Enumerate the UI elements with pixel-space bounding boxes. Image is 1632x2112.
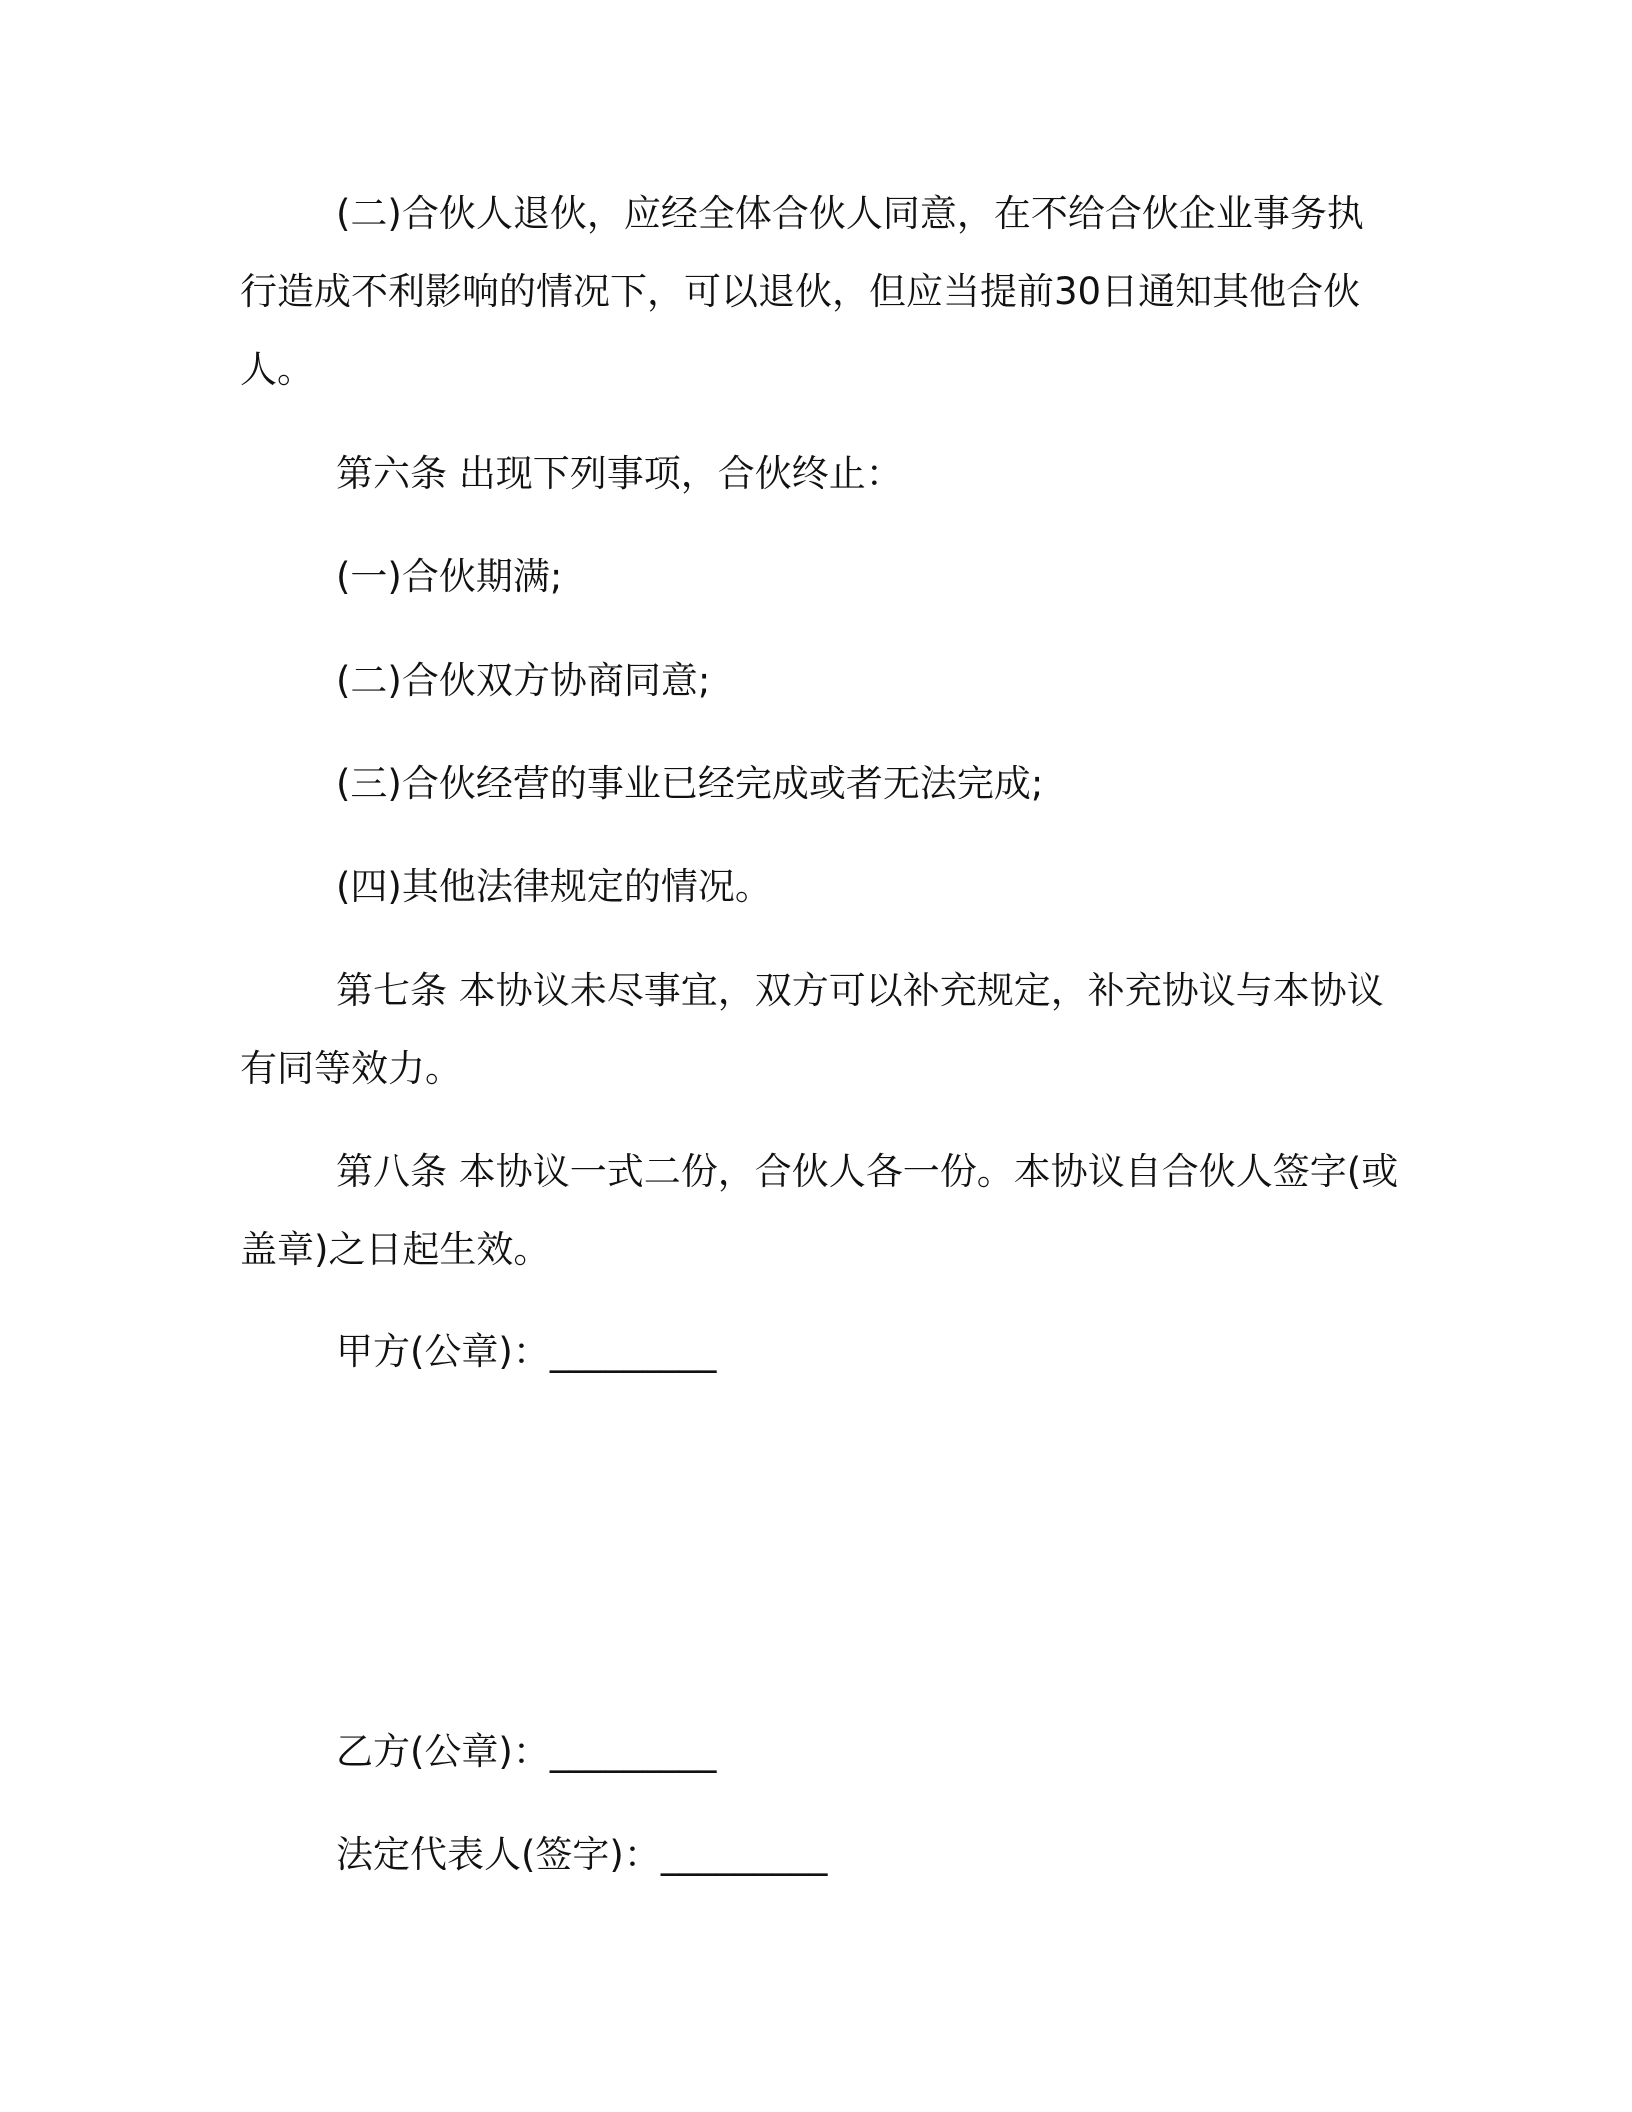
clause6-heading: 第六条 出现下列事项，合伙终止： [336, 452, 903, 495]
clause5-item2-paragraph: (二)合伙人退伙，应经全体合伙人同意，在不给合伙企业事务执行造成不利影响的情况下，可以退伙，但应当提前30日通知其他合伙人。 [240, 192, 1364, 391]
clause6-item2: (二)合伙双方协商同意; [336, 659, 711, 702]
legal-representative-signature-line: 法定代表人(签字)：_________ [336, 1833, 828, 1876]
party-b-signature-line: 乙方(公章)：_________ [336, 1730, 717, 1773]
clause7-paragraph: 第七条 本协议未尽事宜，双方可以补充规定，补充协议与本协议有同等效力。 [240, 969, 1384, 1090]
clause6-item4: (四)其他法律规定的情况。 [336, 865, 772, 908]
clause6-item1: (一)合伙期满; [336, 555, 563, 598]
clause6-item3: (三)合伙经营的事业已经完成或者无法完成; [336, 762, 1044, 805]
clause8-paragraph: 第八条 本协议一式二份，合伙人各一份。本协议自合伙人签字(或盖章)之日起生效。 [240, 1150, 1399, 1271]
party-a-signature-line: 甲方(公章)：_________ [336, 1330, 717, 1373]
